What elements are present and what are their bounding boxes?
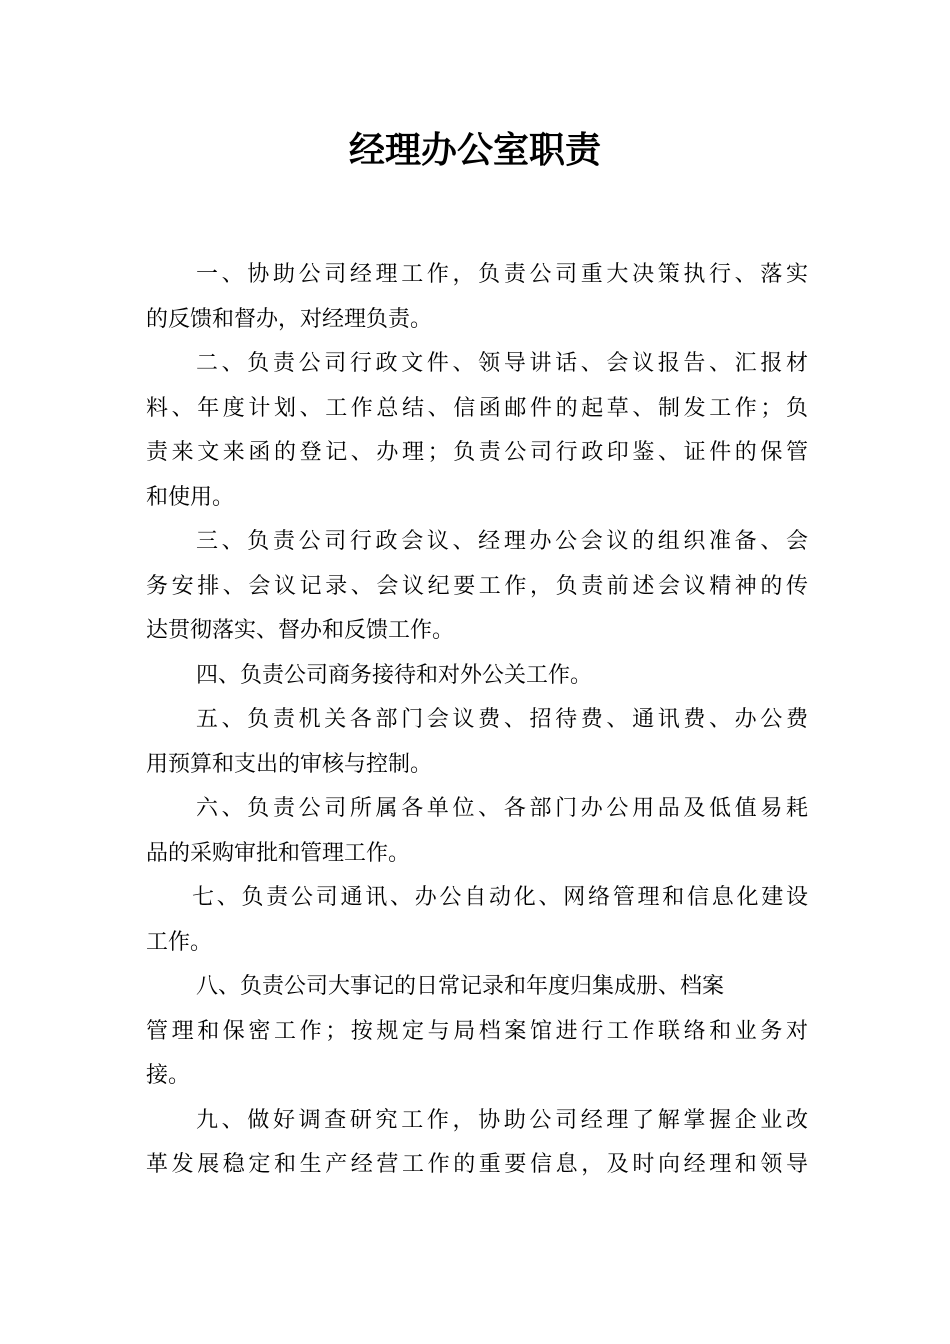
document-title: 经理办公室职责	[348, 129, 601, 171]
paragraph-3-line-3: 达贯彻落实、督办和反馈工作。	[146, 618, 455, 643]
paragraph-2-line-2: 料、年度计划、工作总结、信函邮件的起草、制发工作；负	[146, 395, 808, 421]
paragraph-2-line-3: 责来文来函的登记、办理；负责公司行政印鉴、证件的保管	[146, 440, 808, 465]
paragraph-6-line-2: 品的采购审批和管理工作。	[146, 840, 411, 866]
paragraph-5-line-2: 用预算和支出的审核与控制。	[146, 751, 433, 777]
paragraph-1-line-1: 一、协助公司经理工作，负责公司重大决策执行、落实	[196, 262, 808, 287]
paragraph-5-line-1: 五、负责机关各部门会议费、招待费、通讯费、办公费	[196, 707, 808, 732]
paragraph-3-line-2: 务安排、会议记录、会议纪要工作，负责前述会议精神的传	[146, 573, 808, 599]
document-body	[146, 253, 808, 1188]
paragraph-1-line-2: 的反馈和督办，对经理负责。	[146, 306, 433, 332]
paragraph-8-line-3: 接。	[146, 1063, 191, 1088]
paragraph-8-line-2: 管理和保密工作；按规定与局档案馆进行工作联络和业务对	[146, 1018, 808, 1044]
paragraph-7-line-1: 七、负责公司通讯、办公自动化、网络管理和信息化建设	[192, 885, 808, 910]
paragraph-2-line-1: 二、负责公司行政文件、领导讲话、会议报告、汇报材	[196, 351, 808, 376]
paragraph-8-line-1: 八、负责公司大事记的日常记录和年度归集成册、档案	[196, 974, 725, 999]
paragraph-4-line-1: 四、负责公司商务接待和对外公关工作。	[196, 662, 593, 688]
paragraph-9-line-1: 九、做好调查研究工作，协助公司经理了解掌握企业改	[196, 1107, 808, 1133]
paragraph-2-line-4: 和使用。	[146, 484, 235, 510]
paragraph-7-line-2: 工作。	[146, 929, 213, 955]
paragraph-9-line-2: 革发展稳定和生产经营工作的重要信息，及时向经理和领导	[146, 1152, 808, 1177]
paragraph-3-line-1: 三、负责公司行政会议、经理办公会议的组织准备、会	[196, 529, 808, 554]
paragraph-6-line-1: 六、负责公司所属各单位、各部门办公用品及低值易耗	[196, 796, 808, 821]
